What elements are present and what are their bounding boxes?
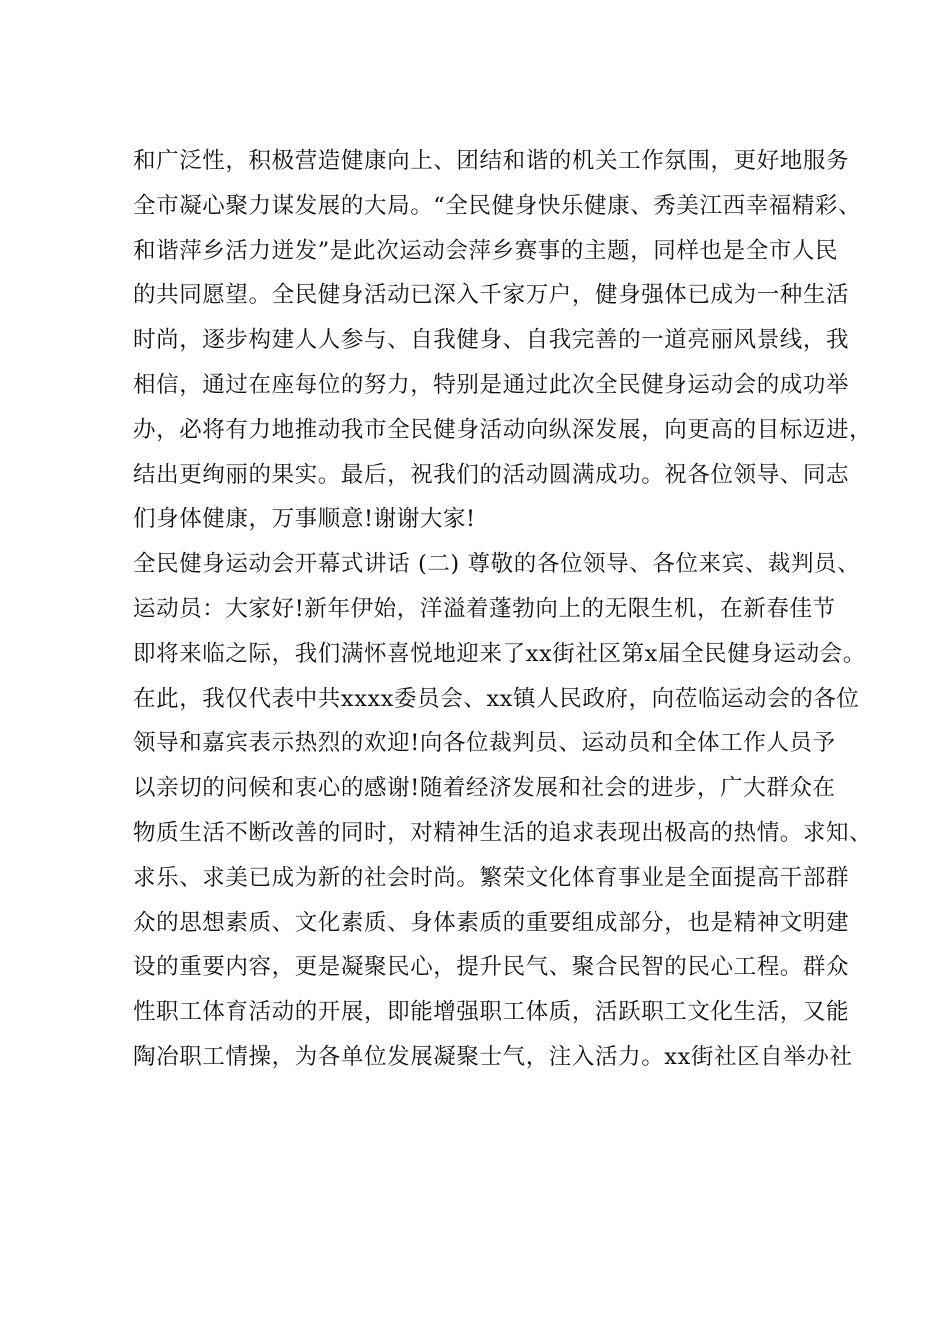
- text-line: 的共同愿望。全民健身活动已深入千家万户，健身强体已成为一种生活: [133, 282, 850, 309]
- text-line: 在此，我仅代表中共xxxx委员会、xx镇人民政府，向莅临运动会的各位: [133, 685, 860, 712]
- text-line: 和广泛性，积极营造健康向上、团结和谐的机关工作氛围，更好地服务: [133, 148, 850, 174]
- text-line: 时尚，逐步构建人人参与、自我健身、自我完善的一道亮丽风景线，我: [133, 327, 850, 354]
- text-line: 运动员：大家好!新年伊始，洋溢着蓬勃向上的无限生机，在新春佳节: [133, 595, 836, 622]
- text-line: 物质生活不断改善的同时，对精神生活的追求表现出极高的热情。求知、: [133, 819, 873, 846]
- text-line: 陶冶职工情操，为各单位发展凝聚士气，注入活力。xx街社区自举办社: [133, 1043, 853, 1070]
- text-line: 们身体健康，万事顺意!谢谢大家!: [133, 506, 476, 533]
- text-line: 以亲切的问候和衷心的感谢!随着经济发展和社会的进步，广大群众在: [133, 775, 836, 802]
- text-line: 相信，通过在座每位的努力，特别是通过此次全民健身运动会的成功举: [133, 371, 850, 398]
- text-line: 结出更绚丽的果实。最后，祝我们的活动圆满成功。祝各位领导、同志: [133, 461, 850, 488]
- text-line: 和谐萍乡活力迸发”是此次运动会萍乡赛事的主题，同样也是全市人民: [133, 237, 839, 264]
- text-line: 领导和嘉宾表示热烈的欢迎!向各位裁判员、运动员和全体工作人员予: [133, 730, 836, 757]
- text-line: 性职工体育活动的开展，即能增强职工体质，活跃职工文化生活，又能: [133, 999, 850, 1026]
- text-line: 办，必将有力地推动我市全民健身活动向纵深发展，向更高的目标迈进，: [133, 416, 873, 443]
- text-line: 众的思想素质、文化素质、身体素质的重要组成部分，也是精神文明建: [133, 909, 850, 936]
- text-line: 求乐、求美已成为新的社会时尚。繁荣文化体育事业是全面提高干部群: [133, 864, 850, 891]
- body-text: [133, 139, 873, 1080]
- text-line: 设的重要内容，更是凝聚民心，提升民气、聚合民智的民心工程。群众: [133, 954, 850, 981]
- text-line: 全市凝心聚力谋发展的大局。“全民健身快乐健康、秀美江西幸福精彩、: [133, 192, 862, 219]
- section-heading-line: 全民健身运动会开幕式讲话 (二) 尊敬的各位领导、各位来宾、裁判员、: [133, 551, 861, 578]
- text-line: 即将来临之际，我们满怀喜悦地迎来了xx街社区第x届全民健身运动会。: [133, 640, 866, 667]
